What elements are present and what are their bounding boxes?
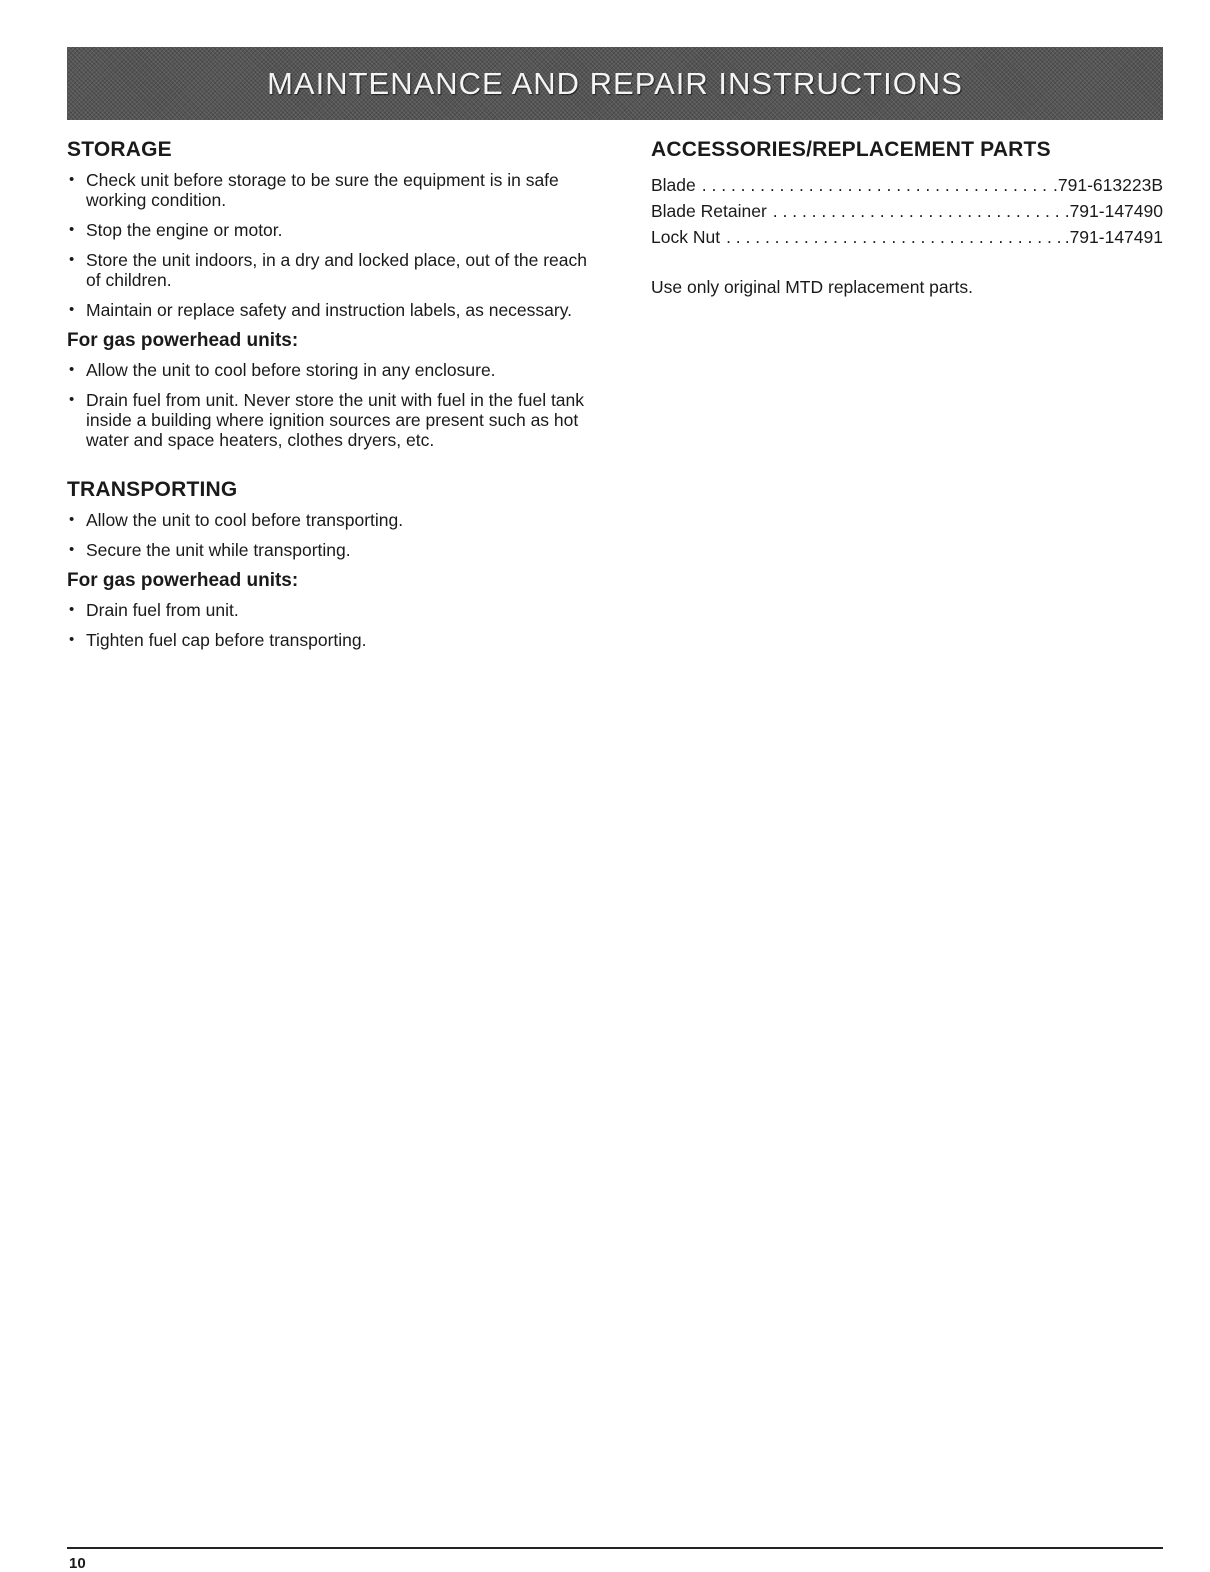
transporting-list [67,510,587,560]
transporting-gas-item: • Drain fuel from unit. [67,600,587,620]
storage-item: • Maintain or replace safety and instruction labels, as necessary. [67,300,587,320]
leader-dots [702,172,1051,198]
transporting-gas-list [67,600,587,650]
part-name: Blade [651,175,696,195]
part-number: .791-147491 [1064,227,1163,247]
transporting-item: • Allow the unit to cool before transporting. [67,510,587,530]
part-name: Blade Retainer [651,201,767,221]
storage-gas-item: • Drain fuel from unit. Never store the unit with fuel in the fuel tank inside a building where ignition sources are present such as hot water and space heaters, clothes dryers, etc. [67,390,587,450]
part-row [651,172,1163,198]
transporting-gas-heading: For gas powerhead units: [67,570,299,591]
part-name: Lock Nut [651,227,721,247]
leader-dots [773,198,1063,224]
footer-divider [67,1547,1163,1549]
parts-list [651,172,1163,250]
right-column [651,138,1163,298]
storage-heading: STORAGE [67,138,172,161]
left-column [67,138,587,660]
part-number: .791-147490 [1064,201,1163,221]
storage-gas-heading: For gas powerhead units: [67,330,299,351]
storage-item: • Store the unit indoors, in a dry and locked place, out of the reach of children. [67,250,587,290]
transporting-section [67,478,587,650]
accessories-heading: ACCESSORIES/REPLACEMENT PARTS [651,138,1051,161]
transporting-heading: TRANSPORTING [67,478,238,501]
parts-note: Use only original MTD replacement parts. [651,277,973,297]
part-number: .791-613223B [1053,175,1163,195]
transporting-gas-item: • Tighten fuel cap before transporting. [67,630,587,650]
part-row [651,198,1163,224]
leader-dots [726,224,1063,250]
page-number: 10 [69,1555,86,1572]
transporting-item: • Secure the unit while transporting. [67,540,587,560]
section-banner [67,47,1163,120]
storage-gas-item: • Allow the unit to cool before storing in any enclosure. [67,360,587,380]
part-row [651,224,1163,250]
banner-title: MAINTENANCE AND REPAIR INSTRUCTIONS [267,65,963,101]
storage-list [67,170,587,320]
storage-gas-list [67,360,587,450]
storage-item: • Stop the engine or motor. [67,220,587,240]
storage-item: • Check unit before storage to be sure the equipment is in safe working condition. [67,170,587,210]
